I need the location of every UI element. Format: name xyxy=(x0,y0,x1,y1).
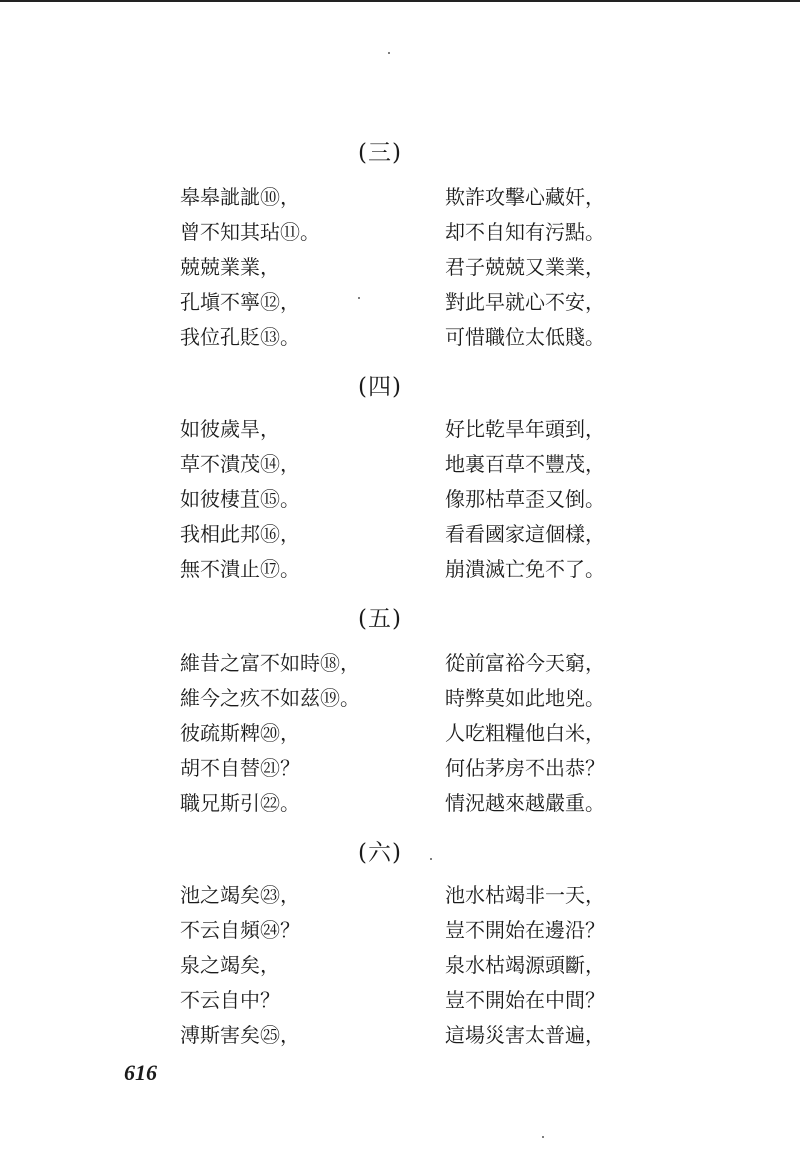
translation-verse: 豈不開始在邊沿？ xyxy=(445,918,605,942)
translation-verse: 何佔茅房不出恭？ xyxy=(445,756,605,780)
translation-verse: 君子兢兢又業業， xyxy=(445,255,605,279)
original-verse: 孔塡不寧⑫， xyxy=(180,290,300,314)
original-verse: 如彼歲旱， xyxy=(180,417,280,441)
translation-verse: 好比乾旱年頭到， xyxy=(445,417,605,441)
scan-speck xyxy=(542,1136,544,1138)
stanza xyxy=(180,878,620,1053)
verse-line xyxy=(180,215,620,250)
translation-verse: 可惜職位太低賤。 xyxy=(445,325,605,349)
stanza xyxy=(180,646,620,821)
top-border-line xyxy=(0,0,800,2)
translation-verse: 却不自知有污點。 xyxy=(445,220,605,244)
original-verse: 不云自頻㉔？ xyxy=(180,918,300,942)
verse-line xyxy=(180,285,620,320)
stanza xyxy=(180,412,620,587)
translation-verse: 從前富裕今天窮， xyxy=(445,651,605,675)
translation-verse: 這場災害太普遍， xyxy=(445,1023,605,1047)
original-verse: 不云自中？ xyxy=(180,988,280,1012)
verse-line xyxy=(180,320,620,355)
translation-verse: 看看國家這個樣， xyxy=(445,522,605,546)
section-heading: (三) xyxy=(358,140,402,166)
translation-verse: 對此早就心不安， xyxy=(445,290,605,314)
verse-line xyxy=(180,983,620,1018)
verse-line xyxy=(180,447,620,482)
section-heading: (六) xyxy=(358,840,402,866)
original-verse: 彼疏斯粺⑳， xyxy=(180,721,300,745)
verse-line xyxy=(180,412,620,447)
original-verse: 泉之竭矣， xyxy=(180,953,280,977)
original-verse: 溥斯害矣㉕， xyxy=(180,1023,300,1047)
verse-line xyxy=(180,1018,620,1053)
original-verse: 曾不知其玷⑪。 xyxy=(180,220,320,244)
stanza xyxy=(180,180,620,355)
original-verse: 皋皋訿訿⑩， xyxy=(180,185,300,209)
verse-line xyxy=(180,482,620,517)
original-verse: 我相此邦⑯， xyxy=(180,522,300,546)
original-verse: 維昔之富不如時⑱， xyxy=(180,651,360,675)
translation-verse: 像那枯草歪又倒。 xyxy=(445,487,605,511)
translation-verse: 人吃粗糧他白米， xyxy=(445,721,605,745)
page-number: 616 xyxy=(124,1060,157,1085)
translation-verse: 情況越來越嚴重。 xyxy=(445,791,605,815)
verse-line xyxy=(180,948,620,983)
verse-line xyxy=(180,552,620,587)
verse-line xyxy=(180,180,620,215)
verse-line xyxy=(180,878,620,913)
verse-line xyxy=(180,517,620,552)
original-verse: 維今之疚不如茲⑲。 xyxy=(180,686,360,710)
translation-verse: 時弊莫如此地兇。 xyxy=(445,686,605,710)
translation-verse: 欺詐攻擊心藏奸， xyxy=(445,185,605,209)
original-verse: 職兄斯引㉒。 xyxy=(180,791,300,815)
verse-line xyxy=(180,646,620,681)
translation-verse: 豈不開始在中間？ xyxy=(445,988,605,1012)
verse-line xyxy=(180,913,620,948)
original-verse: 如彼棲苴⑮。 xyxy=(180,487,300,511)
translation-verse: 崩潰滅亡免不了。 xyxy=(445,557,605,581)
section-heading: (四) xyxy=(358,374,402,400)
original-verse: 胡不自替㉑？ xyxy=(180,756,300,780)
scan-speck xyxy=(388,52,390,54)
verse-line xyxy=(180,786,620,821)
verse-line xyxy=(180,681,620,716)
verse-line xyxy=(180,716,620,751)
translation-verse: 池水枯竭非一天， xyxy=(445,883,605,907)
verse-line xyxy=(180,250,620,285)
original-verse: 無不潰止⑰。 xyxy=(180,557,300,581)
original-verse: 池之竭矣㉓， xyxy=(180,883,300,907)
original-verse: 兢兢業業， xyxy=(180,255,280,279)
translation-verse: 地裏百草不豐茂， xyxy=(445,452,605,476)
original-verse: 草不潰茂⑭， xyxy=(180,452,300,476)
translation-verse: 泉水枯竭源頭斷， xyxy=(445,953,605,977)
section-heading: (五) xyxy=(358,606,402,632)
original-verse: 我位孔貶⑬。 xyxy=(180,325,300,349)
verse-line xyxy=(180,751,620,786)
